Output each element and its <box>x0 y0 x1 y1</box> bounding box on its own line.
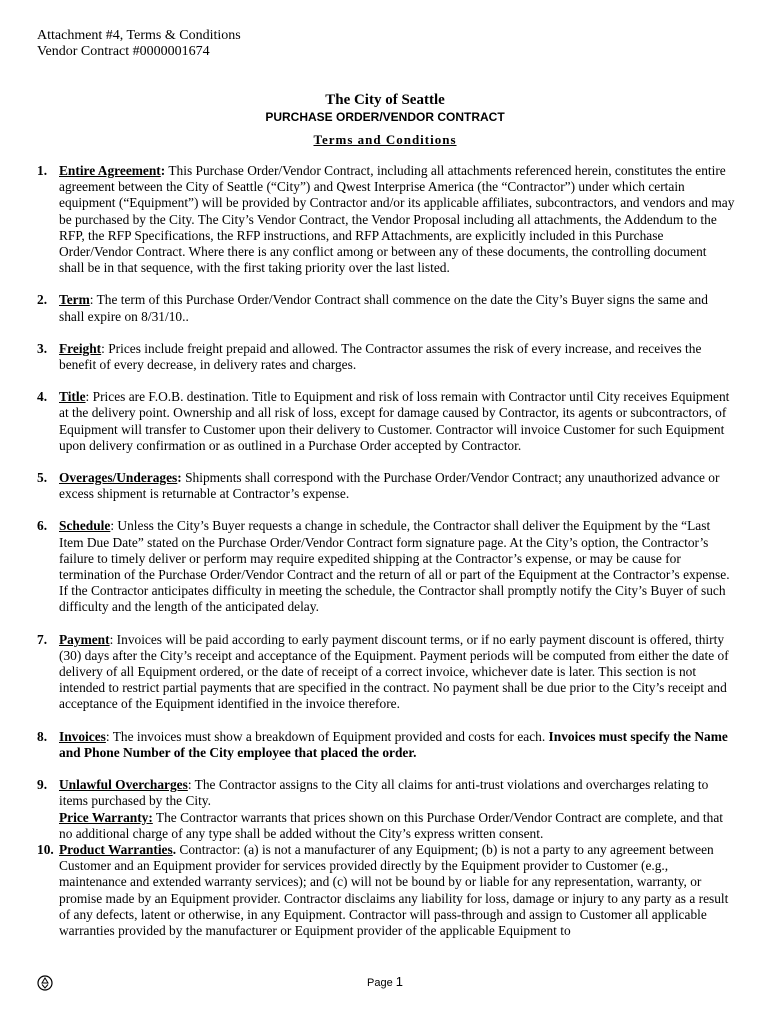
clause-separator: : <box>177 470 182 486</box>
page-number: 1 <box>395 974 403 989</box>
clause-number: 3. <box>37 340 48 356</box>
clause-separator: : <box>110 518 115 534</box>
clause-heading: Schedule <box>59 518 111 534</box>
clause-freight <box>37 341 735 373</box>
clause-separator: : <box>105 728 110 744</box>
clause-heading: Payment <box>59 631 110 647</box>
clause-invoices <box>37 729 735 761</box>
clause-heading: Entire Agreement <box>59 163 161 178</box>
clause-number: 6. <box>37 518 48 534</box>
clause-emphasis: Invoices must specify the Name and Phone Number of the City employee that placed the order. <box>59 728 728 760</box>
clause-number: 4. <box>37 389 48 405</box>
clause-number: 9. <box>37 777 48 793</box>
clause-separator: : <box>101 340 105 356</box>
clause-text: The invoices must show a breakdown of Equipment provided and costs for each. <box>109 728 549 744</box>
clause-heading: Freight <box>59 340 102 356</box>
clause-text: The Contractor assigns to the City all claims for anti-trust violations and overcharges relating to items purchased by the City. <box>59 777 709 809</box>
clause-number: 8. <box>37 728 48 744</box>
clause-heading: Overages/Underages <box>59 470 178 486</box>
clause-heading: Term <box>59 292 90 308</box>
clause-heading: Title <box>59 389 86 405</box>
section-title: Terms and Conditions <box>313 132 457 147</box>
page-footer <box>0 974 770 989</box>
clause-text: Contractor: (a) is not a manufacturer of any Equipment; (b) is not a party to any agreement between Customer and an Equipment provider for services provided directly by the Equipment provider to Customer (e.g., maintenance and extended warranty services); and (c) will not be bound by or liable for any representation, warranty, or promise made by an Equipment provider. Contractor disclaims any liability for loss, damage or injury to any party as a result of any defects, latent or otherwise, in any Equipment. Contractor will pass-through and assign to Customer all applicable warranties provided by the manufacturer or Equipment provider of the applicable Equipment to <box>59 841 729 938</box>
attachment-label: Attachment #4, Terms & Conditions <box>37 28 241 43</box>
clause-separator: : <box>187 777 192 793</box>
clause-product-warranties <box>37 842 735 939</box>
document-header <box>37 28 241 60</box>
clause-heading: Unlawful Overcharges <box>59 777 188 793</box>
clause-text: Prices include freight prepaid and allowed. The Contractor assumes the risk of every increase, and receives the benefit of every decrease, in delivery rates and charges. <box>59 340 702 373</box>
clause-number: 2. <box>37 292 48 308</box>
clause-unlawful-overcharges <box>37 777 735 842</box>
clause-number: 1. <box>37 163 48 178</box>
clause-text: Shipments shall correspond with the Purchase Order/Vendor Contract; any unauthorized advance or excess shipment is returnable at Contractor’s expense. <box>59 470 720 502</box>
clause-schedule <box>37 518 735 615</box>
clause-term <box>37 292 735 324</box>
page-title: The City of Seattle <box>325 92 445 108</box>
clause-separator: : <box>160 163 166 178</box>
clause-text: Prices are F.O.B. destination. Title to Equipment and risk of loss remain with Contractor until City receives Equipment at the delivery point. Ownership and all risk of loss, except for damage caused by Contractor, its agents or subcontractors, of Equipment will transfer to Customer upon their delivery to Customer. Contractor will invoice Customer for such Equipment upon delivery confirmation or as outlined in a Purchase Order accepted by Contractor. <box>59 389 730 453</box>
vendor-contract-number: Vendor Contract #0000001674 <box>37 44 210 59</box>
clause-separator: : <box>89 292 94 308</box>
clause-separator: : <box>109 631 114 647</box>
clause-overages-underages <box>37 470 735 502</box>
clause-number: 5. <box>37 470 48 486</box>
clause-list <box>37 163 735 955</box>
price-warranty-heading: Price Warranty: <box>59 809 153 825</box>
clause-text: Unless the City’s Buyer requests a change in schedule, the Contractor shall deliver the Equipment by the “Last Item Due Date” stated on the Purchase Order/Vendor Contract form signature page. At the City’s option, the Contractor’s failure to timely deliver or perform may require expedited shipping at the Contractor’s expense, or may be cause for termination of the Purchase Order/Vendor Contract and the return of all or part of the Equipment at the Contractor’s expense. If the Contractor anticipates difficulty in meeting the schedule, the Contractor shall promptly notify the City’s Buyer of such difficulty and the length of the anticipated delay. <box>59 518 730 615</box>
clause-heading: Invoices <box>59 728 106 744</box>
clause-text: Invoices will be paid according to early payment discount terms, or if no early payment discount is offered, thirty (30) days after the City’s receipt and acceptance of the Equipment. Payment periods will be computed from either the date of delivery of all Equipment ordered, or the date of receipt of a correct invoice, whichever date is later. This section is not intended to restrict partial payments that are specified in the contract. No payment shall be due prior to the City’s receipt and acceptance of the Equipment identified in the invoice therefore. <box>59 631 729 712</box>
document-type: PURCHASE ORDER/VENDOR CONTRACT <box>265 110 505 124</box>
clause-separator: : <box>85 389 90 405</box>
clause-number: 10. <box>37 841 54 857</box>
clause-number: 7. <box>37 631 48 647</box>
clause-title <box>37 389 735 454</box>
clause-payment <box>37 632 735 713</box>
clause-text: This Purchase Order/Vendor Contract, including all attachments referenced herein, constitutes the entire agreement between the City of Seattle (“City”) and Qwest Interprise America (the “Contractor”) under which certain equipment (“Equipment”) will be provided by Contractor and/or its applicable affiliates, subcontractors, and vendors and may be purchased by the City. The City’s Vendor Contract, the Vendor Proposal including all attachments, the Addendum to the RFP, the RFP Specifications, the RFP instructions, and RFP Attachments, are explicitly included in this Purchase Order/Vendor Contract. Where there is any conflict among or between any of these documents, the controlling document shall be in that sequence, with the first taking priority over the last listed. <box>59 163 735 276</box>
clause-heading: Product Warranties <box>59 841 173 857</box>
clause-entire-agreement <box>37 163 735 276</box>
price-warranty-text: The Contractor warrants that prices shown on this Purchase Order/Vendor Contract are complete, and that no additional charge of any type shall be added without the City’s express written consent. <box>59 809 723 841</box>
clause-text: The term of this Purchase Order/Vendor Contract shall commence on the date the City’s Buyer signs the same and shall expire on 8/31/10.. <box>59 292 708 324</box>
page-label: Page <box>367 977 393 989</box>
clause-separator: . <box>172 841 177 857</box>
